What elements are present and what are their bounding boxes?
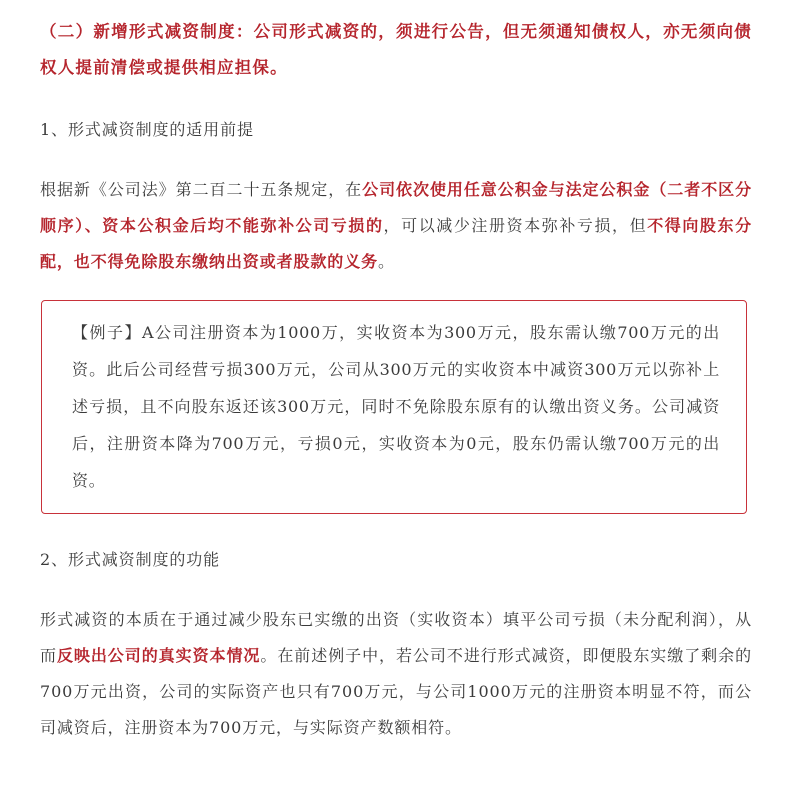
subsection-title-2: 2、形式减资制度的功能 bbox=[40, 550, 221, 569]
article-body bbox=[40, 14, 752, 746]
example-box bbox=[41, 300, 747, 514]
highlight-text: 不得向股东分配，也不得免除股东缴纳出资或者股款的义务 bbox=[40, 216, 752, 271]
subsection-title-1: 1、形式减资制度的适用前提 bbox=[40, 120, 254, 139]
section-heading-2-text: （二）新增形式减资制度：公司形式减资的，须进行公告，但无须通知债权人，亦无须向债权人提前清偿或提供相应担保。 bbox=[40, 22, 752, 77]
text-run: 形式减资的本质在于通过减少股东已实缴的出资（实收资本）填平公司亏损（未分配利润），从而 bbox=[40, 610, 752, 665]
spacer bbox=[40, 578, 752, 602]
highlight-text: 公司依次使用任意公积金与法定公积金（二者不区分顺序）、资本公积金后均不能弥补公司亏损的 bbox=[40, 180, 752, 235]
section-heading-2 bbox=[40, 14, 752, 86]
text-run: ，可以减少注册资本弥补亏损，但 bbox=[383, 216, 648, 235]
spacer bbox=[40, 514, 752, 542]
text-run: 。 bbox=[378, 252, 395, 271]
example-label: 【例子】 bbox=[72, 323, 142, 342]
highlight-text: 反映出公司的真实资本情况 bbox=[56, 646, 261, 665]
text-run: 。在前述例子中，若公司不进行形式减资，即便股东实缴了剩余的700万元出资，公司的实际资产也只有700万元，与公司1000万元的注册资本明显不符，而公司减资后，注册资本为700万元，与实际资产数额相符。 bbox=[40, 646, 752, 737]
spacer bbox=[40, 148, 752, 172]
spacer bbox=[40, 86, 752, 112]
example-text: A公司注册资本为1000万，实收资本为300万元，股东需认缴700万元的出资。此后公司经营亏损300万元，公司从300万元的实收资本中减资300万元以弥补上述亏损，且不向股东返还该300万元，同时不免除股东原有的认缴出资义务。公司减资后，注册资本降为700万元，亏损0元，实收资本为0元，股东仍需认缴700万元的出资。 bbox=[72, 323, 720, 490]
paragraph-applicable-premise bbox=[40, 172, 752, 280]
example-paragraph bbox=[72, 314, 720, 499]
text-run: 根据新《公司法》第二百二十五条规定，在 bbox=[40, 180, 363, 199]
paragraph-function bbox=[40, 602, 752, 746]
